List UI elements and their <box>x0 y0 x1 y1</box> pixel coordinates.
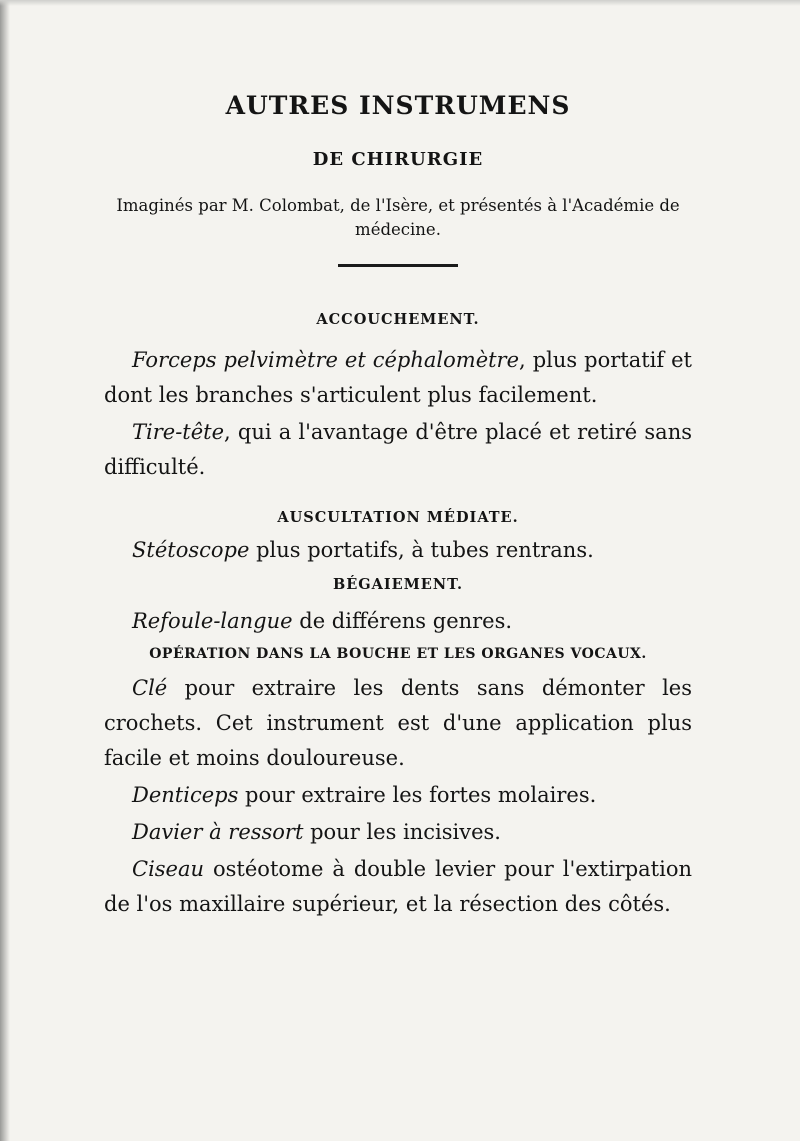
entry-term: Stétoscope <box>132 538 250 562</box>
entry-tire-tete <box>104 415 692 485</box>
entry-text: , qui a l'avantage d'être placé et retiré sans difficulté. <box>104 420 692 479</box>
entry-ciseau <box>104 852 692 922</box>
entry-stetoscope <box>104 533 692 568</box>
byline: Imaginés par M. Colombat, de l'Isère, et présentés à l'Académie de médecine. <box>116 196 680 239</box>
entry-term: Forceps pelvimètre et céphalomètre <box>132 348 520 372</box>
entry-text: plus portatifs, à tubes rentrans. <box>249 538 594 562</box>
page-content <box>104 86 692 922</box>
entry-text: pour extraire les dents sans démonter les crochets. Cet instrument est d'une application plus facile et moins douloureuse. <box>104 676 692 770</box>
section-heading-begaiement: BÉGAIEMENT. <box>332 576 464 593</box>
entry-term: Davier à ressort <box>132 820 304 844</box>
section-heading-auscultation: AUSCULTATION MÉDIATE. <box>277 509 519 526</box>
entry-term: Clé <box>132 676 168 700</box>
page-top-shadow <box>0 0 800 6</box>
section-heading-operation-bouche: OPÉRATION DANS LA BOUCHE ET LES ORGANES VOCAUX. <box>149 646 647 662</box>
entry-refoule-langue <box>104 604 692 639</box>
entry-davier <box>104 815 692 850</box>
entry-text: pour extraire les fortes molaires. <box>238 783 597 807</box>
section-heading-accouchement: ACCOUCHEMENT. <box>316 311 480 328</box>
entry-forceps <box>104 343 692 413</box>
page-subtitle: DE CHIRURGIE <box>312 149 484 170</box>
page-edge-shadow <box>0 0 10 1141</box>
entry-text: pour les incisives. <box>303 820 501 844</box>
entry-term: Refoule-langue <box>132 609 293 633</box>
page-title: AUTRES INSTRUMENS <box>225 91 571 120</box>
entry-text: de différens genres. <box>292 609 513 633</box>
entry-term: Denticeps <box>132 783 239 807</box>
entry-text: ostéotome à double levier pour l'extirpation de l'os maxillaire supérieur, et la résection des côtés. <box>104 857 692 916</box>
entry-denticeps <box>104 778 692 813</box>
entry-cle <box>104 671 692 776</box>
entry-term: Ciseau <box>132 857 205 881</box>
entry-term: Tire-tête <box>132 420 225 444</box>
title-rule <box>338 264 458 267</box>
entry-text: , plus portatif et dont les branches s'articulent plus facilement. <box>104 348 692 407</box>
